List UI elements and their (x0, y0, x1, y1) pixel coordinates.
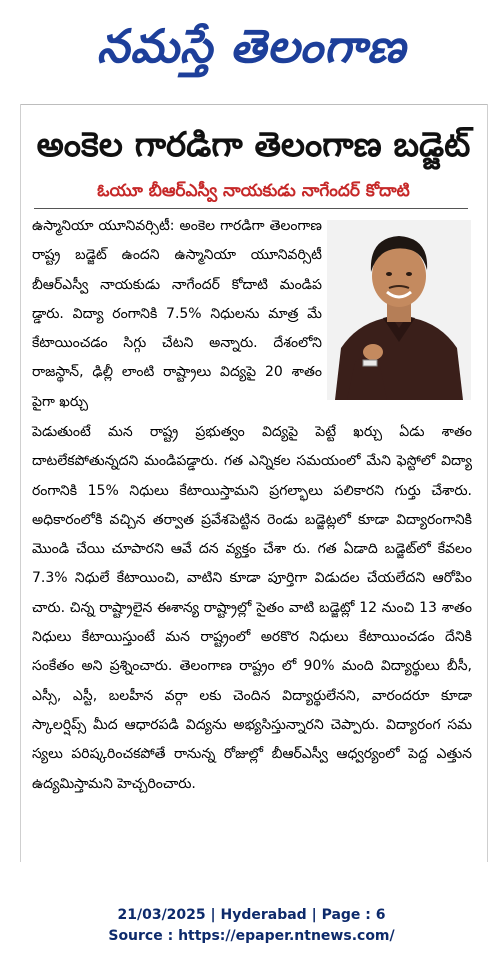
article-headline: అంకెల గారడిగా తెలంగాణ బడ్జెట్ (36, 125, 471, 165)
article-subheadline: ఓయూ బీఆర్‌ఎస్వీ నాయకుడు నాగేందర్ కోదాటి (97, 181, 410, 201)
person-photo (327, 220, 471, 400)
article-body-beside-photo: ఉస్మానియా యూనివర్సిటీ: అంకెల గారడిగా తెలంగాణ రాష్ట్ర బడ్జెట్ ఉందని ఉస్మానియా యూనివర్సిటీ బీఆర్‌ఎస్వీ నాయకుడు నాగేందర్ కోదాటి మండిప డ్డారు. విద్యా రంగానికి 7.5% నిధులను మాత్ర మే కేటాయించడం సిగ్గు చేటని అన్నారు. దేశంలోని రాజస్థాన్, ఢిల్లీ లాంటి రాష్ట్రాలు విద్యపై 20 శాతం పైగా ఖర్చు (32, 218, 322, 410)
masthead (0, 0, 503, 104)
footer-date-location-page: 21/03/2025 | Hyderabad | Page : 6 (117, 907, 386, 923)
newspaper-title: నమస్తే తెలంగాణ (96, 19, 407, 73)
page-footer (0, 905, 503, 947)
footer-source-url: Source : https://epaper.ntnews.com/ (108, 928, 395, 944)
headline-divider (34, 208, 468, 209)
portrait-image (327, 220, 471, 400)
article-body-full-width: పెడుతుంటే మన రాష్ట్ర ప్రభుత్వం విద్యపై పెట్టే ఖర్చు ఏడు శాతం దాటలేకపోతున్నదని మండిపడ్డారు. గత ఎన్నికల సమయంలో మేని ఫెస్టోలో విద్యా రంగానికి 15% నిధులు కేటాయిస్తామని ప్రగల్భాలు పలికారని గుర్తు చేశారు. అధికారంలోకి వచ్చిన తర్వాత ప్రవేశపెట్టిన రెండు బడ్జెట్లలో కూడా విద్యారంగానికి మొండి చేయి చూపారని ఆవే దన వ్యక్తం చేశా రు. గత ఏడాది బడ్జెట్‌లో కేవలం 7.3% నిధులే కేటాయించి, వాటిని కూడా పూర్తిగా విడుదల చేయలేదని ఆరోపిం చారు. చిన్న రాష్ట్రాలైన ఈశాన్య రాష్ట్రాల్లో సైతం వాటి బడ్జెట్లో 12 నుంచి 13 శాతం నిధులు కేటాయిస్తుంటే మన రాష్ట్రంలో అరకొర నిధులు కేటాయించడం దేనికి సంకేతం అని ప్రశ్నించారు. తెలంగాణ రాష్ట్రం లో 90% మంది విద్యార్థులు బీసీ, ఎస్సీ, ఎస్టీ, బలహీన వర్గా లకు చెందిన విద్యార్థులేనని, వారందరూ కూడా స్కాలర్షిప్స్ మీద ఆధారపడి విద్యను అభ్యసిస్తున్నారని చెప్పారు. విద్యారంగ సమ స్యలు పరిష్కరించకపోతే రానున్న రోజుల్లో బీఆర్‌ఎస్వీ ఆధ్వర్యంలో పెద్ద ఎత్తున ఉద్యమిస్తామని హెచ్చరించారు. (32, 424, 472, 792)
